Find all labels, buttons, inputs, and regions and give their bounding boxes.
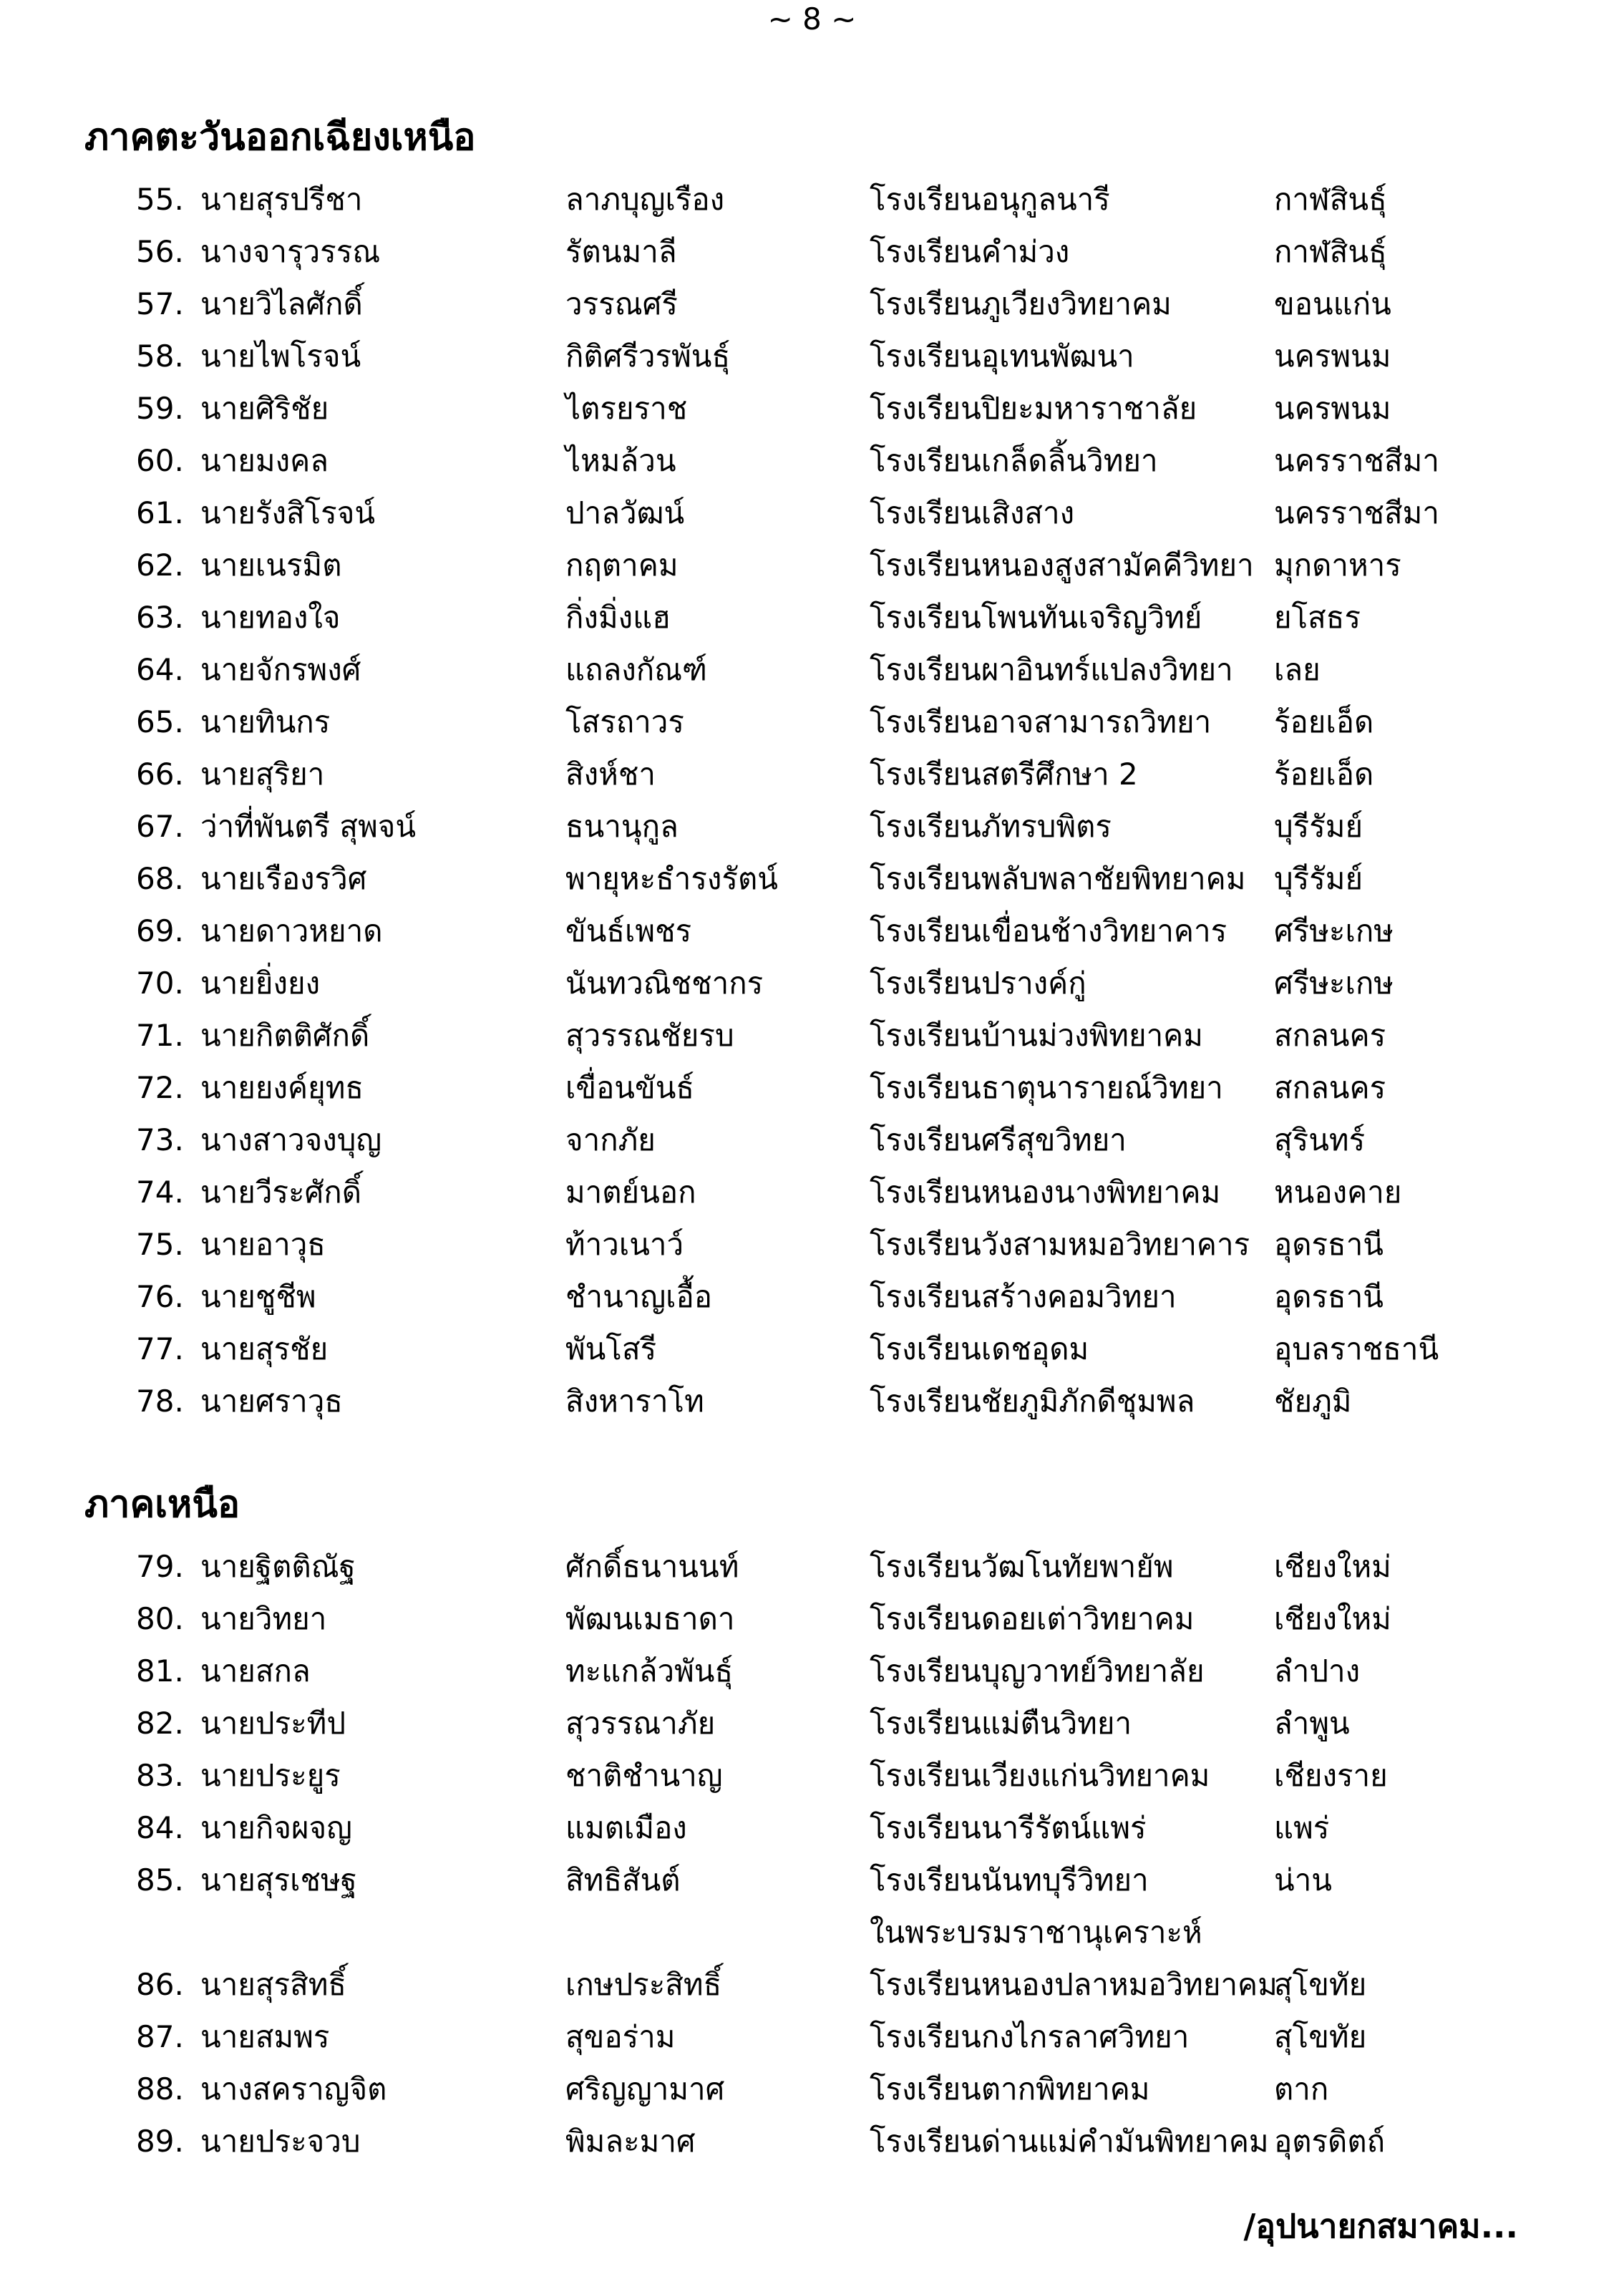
table-row — [136, 382, 1624, 434]
row-number: 84. — [136, 1810, 184, 1845]
school — [870, 539, 1274, 591]
school — [870, 330, 1274, 382]
table-row — [136, 1218, 1624, 1270]
roster-content — [0, 102, 1624, 2167]
first-name: นายสุรชัย — [200, 1331, 329, 1366]
first-name: นายฐิตติณัฐ — [200, 1549, 356, 1584]
table-row — [136, 1854, 1624, 1958]
province: น่าน — [1274, 1862, 1333, 1898]
first-name: นายกิจผจญ — [200, 1810, 352, 1845]
row-number: 89. — [136, 2124, 184, 2159]
province: สกลนคร — [1274, 1070, 1386, 1105]
school-line1: โรงเรียนกงไกรลาศวิทยา — [870, 2019, 1190, 2054]
province: มุกดาหาร — [1274, 548, 1401, 583]
school — [870, 1540, 1274, 1593]
table-row — [136, 1645, 1624, 1697]
surname: สุวรรณชัยรบ — [565, 1018, 734, 1053]
school — [870, 434, 1274, 487]
province: อุบลราชธานี — [1274, 1331, 1439, 1366]
row-number: 61. — [136, 495, 184, 530]
province: กาฬสินธุ์ — [1274, 234, 1387, 269]
row-number: 62. — [136, 548, 184, 583]
school-line1: โรงเรียนนารีรัตน์แพร่ — [870, 1810, 1147, 1845]
province: สุรินทร์ — [1274, 1122, 1366, 1157]
province: เลย — [1274, 652, 1321, 687]
school-line1: โรงเรียนดอยเต่าวิทยาคม — [870, 1601, 1195, 1636]
school — [870, 905, 1274, 957]
school-line1: โรงเรียนโพนทันเจริญวิทย์ — [870, 600, 1202, 635]
surname: วรรณศรี — [565, 286, 678, 321]
school — [870, 1802, 1274, 1854]
row-number: 65. — [136, 704, 184, 739]
first-name: นายทินกร — [200, 704, 331, 739]
surname: รัตนมาลี — [565, 234, 677, 269]
school-line1: โรงเรียนสร้างคอมวิทยา — [870, 1279, 1177, 1314]
table-row — [136, 905, 1624, 957]
school — [870, 1009, 1274, 1061]
row-number: 63. — [136, 600, 184, 635]
row-number: 79. — [136, 1549, 184, 1584]
province: ร้อยเอ็ด — [1274, 704, 1374, 739]
school-line1: โรงเรียนเกล็ดลิ้นวิทยา — [870, 443, 1158, 478]
first-name: นายดาวหยาด — [200, 913, 383, 948]
first-name: นายยงค์ยุทธ — [200, 1070, 364, 1105]
school — [870, 1114, 1274, 1166]
row-number: 86. — [136, 1967, 184, 2002]
first-name: นายสุรเชษฐ — [200, 1862, 357, 1898]
school — [870, 1375, 1274, 1427]
row-number: 71. — [136, 1018, 184, 1053]
row-number: 58. — [136, 339, 184, 374]
table-row — [136, 1802, 1624, 1854]
table-row — [136, 1540, 1624, 1593]
row-number: 85. — [136, 1862, 184, 1898]
first-name: นายศราวุธ — [200, 1384, 343, 1419]
surname: ศริญญามาศ — [565, 2071, 725, 2107]
first-name: นายวิทยา — [200, 1601, 327, 1636]
table-row — [136, 852, 1624, 905]
province: เชียงใหม่ — [1274, 1601, 1391, 1636]
school-line1: โรงเรียนศรีสุขวิทยา — [870, 1122, 1127, 1157]
table-row — [136, 748, 1624, 800]
surname: พิมละมาศ — [565, 2124, 696, 2159]
first-name: นายไพโรจน์ — [200, 339, 361, 374]
surname: แถลงกัณฑ์ — [565, 652, 708, 687]
row-number: 78. — [136, 1384, 184, 1419]
school-line1: โรงเรียนชัยภูมิภักดีชุมพล — [870, 1384, 1195, 1419]
table-row — [136, 2115, 1624, 2167]
table-row — [136, 1958, 1624, 2011]
province: กาฬสินธุ์ — [1274, 182, 1387, 217]
province: นครราชสีมา — [1274, 495, 1439, 530]
school-line1: โรงเรียนบ้านม่วงพิทยาคม — [870, 1018, 1203, 1053]
first-name: นายยิ่งยง — [200, 966, 321, 1001]
table-row — [136, 1323, 1624, 1375]
row-number: 82. — [136, 1706, 184, 1741]
row-number: 64. — [136, 652, 184, 687]
school — [870, 1166, 1274, 1218]
school — [870, 173, 1274, 225]
table-row — [136, 1166, 1624, 1218]
first-name: นายวีระศักดิ์ — [200, 1175, 361, 1210]
table-row — [136, 800, 1624, 852]
province: ลำปาง — [1274, 1653, 1361, 1689]
school-line2: ในพระบรมราชานุเคราะห์ — [870, 1915, 1202, 1950]
school-line1: โรงเรียนผาอินทร์แปลงวิทยา — [870, 652, 1233, 687]
school-line1: โรงเรียนตากพิทยาคม — [870, 2071, 1150, 2107]
table-row — [136, 487, 1624, 539]
surname: กิ่งมิ่งแฮ — [565, 600, 671, 635]
school — [870, 1061, 1274, 1114]
first-name: นายเรืองรวิศ — [200, 861, 367, 896]
surname: กฤตาคม — [565, 548, 679, 583]
first-name: นายสมพร — [200, 2019, 330, 2054]
surname: สิงหาราโท — [565, 1384, 704, 1419]
surname: มาตย์นอก — [565, 1175, 696, 1210]
first-name: นายประจวบ — [200, 2124, 361, 2159]
table-row — [136, 434, 1624, 487]
section-title-1: ภาคตะวันออกเฉียงเหนือ — [84, 116, 476, 159]
first-name: นายศิริชัย — [200, 391, 329, 426]
surname: ปาลวัฒน์ — [565, 495, 685, 530]
row-number: 60. — [136, 443, 184, 478]
school-line1: โรงเรียนสตรีศึกษา 2 — [870, 757, 1138, 792]
roster-rows — [0, 1540, 1624, 2167]
first-name: นายสุริยา — [200, 757, 325, 792]
surname: สุขอร่าม — [565, 2019, 676, 2054]
province: นครพนม — [1274, 391, 1391, 426]
school — [870, 1270, 1274, 1323]
school — [870, 591, 1274, 643]
table-row — [136, 2063, 1624, 2115]
school-line1: โรงเรียนอนุกูลนารี — [870, 182, 1110, 217]
row-number: 77. — [136, 1331, 184, 1366]
province: นครพนม — [1274, 339, 1391, 374]
first-name: ว่าที่พันตรี สุพจน์ — [200, 809, 417, 844]
school-line1: โรงเรียนหนองปลาหมอวิทยาคม — [870, 1967, 1278, 2002]
surname: กิติศรีวรพันธุ์ — [565, 339, 731, 374]
surname: สิงห์ชา — [565, 757, 656, 792]
province: ลำพูน — [1274, 1706, 1350, 1741]
first-name: นายวิไลศักดิ์ — [200, 286, 363, 321]
province: นครราชสีมา — [1274, 443, 1439, 478]
school-line1: โรงเรียนแม่ตืนวิทยา — [870, 1706, 1132, 1741]
province: สุโขทัย — [1274, 2019, 1367, 2054]
table-row — [136, 1061, 1624, 1114]
surname: พายุหะธำรงรัตน์ — [565, 861, 778, 896]
row-number: 88. — [136, 2071, 184, 2107]
surname: พันโสรี — [565, 1331, 657, 1366]
table-row — [136, 225, 1624, 278]
province: ขอนแก่น — [1274, 286, 1391, 321]
table-row — [136, 2011, 1624, 2063]
surname: ธนานุกูล — [565, 809, 679, 844]
school-line1: โรงเรียนวัฒโนทัยพายัพ — [870, 1549, 1174, 1584]
first-name: นายประทีป — [200, 1706, 346, 1741]
school — [870, 1958, 1278, 2011]
surname: แมตเมือง — [565, 1810, 687, 1845]
school — [870, 1645, 1274, 1697]
surname: ไตรยราช — [565, 391, 688, 426]
surname: ท้าวเนาว์ — [565, 1227, 684, 1262]
province: ศรีษะเกษ — [1274, 966, 1394, 1001]
province: บุรีรัมย์ — [1274, 809, 1363, 844]
table-row — [136, 1593, 1624, 1645]
school-line1: โรงเรียนด่านแม่คำมันพิทยาคม — [870, 2124, 1269, 2159]
surname: ชำนาญเอื้อ — [565, 1279, 712, 1314]
school — [870, 2011, 1274, 2063]
school-line1: โรงเรียนอุเทนพัฒนา — [870, 339, 1134, 374]
school — [870, 748, 1274, 800]
school-line1: โรงเรียนภูเวียงวิทยาคม — [870, 286, 1172, 321]
row-number: 80. — [136, 1601, 184, 1636]
first-name: นายจักรพงศ์ — [200, 652, 361, 687]
school — [870, 1854, 1274, 1958]
first-name: นายประยูร — [200, 1758, 341, 1793]
roster-rows — [0, 173, 1624, 1427]
surname: โสรถาวร — [565, 704, 684, 739]
surname: เกษประสิทธิ์ — [565, 1967, 722, 2002]
surname: ขันธ์เพชร — [565, 913, 692, 948]
surname: จากภัย — [565, 1122, 656, 1157]
first-name: นายสุรสิทธิ์ — [200, 1967, 347, 2002]
table-row — [136, 1009, 1624, 1061]
province: ชัยภูมิ — [1274, 1384, 1352, 1419]
row-number: 57. — [136, 286, 184, 321]
table-row — [136, 278, 1624, 330]
school — [870, 643, 1274, 696]
row-number: 72. — [136, 1070, 184, 1105]
school-line1: โรงเรียนปิยะมหาราชาลัย — [870, 391, 1197, 426]
school-line1: โรงเรียนบุญวาทย์วิทยาลัย — [870, 1653, 1205, 1689]
school — [870, 1749, 1274, 1802]
surname: ศักดิ์ธนานนท์ — [565, 1549, 739, 1584]
school-line1: โรงเรียนวังสามหมอวิทยาคาร — [870, 1227, 1250, 1262]
school-line1: โรงเรียนเวียงแก่นวิทยาคม — [870, 1758, 1210, 1793]
table-row — [136, 1270, 1624, 1323]
table-row — [136, 1697, 1624, 1749]
row-number: 56. — [136, 234, 184, 269]
surname: เขื่อนขันธ์ — [565, 1070, 695, 1105]
row-number: 59. — [136, 391, 184, 426]
school — [870, 800, 1274, 852]
school — [870, 852, 1274, 905]
table-row — [136, 1749, 1624, 1802]
province: บุรีรัมย์ — [1274, 861, 1363, 896]
school — [870, 2063, 1274, 2115]
table-row — [136, 957, 1624, 1009]
school-line1: โรงเรียนหนองนางพิทยาคม — [870, 1175, 1221, 1210]
school-line1: โรงเรียนอาจสามารถวิทยา — [870, 704, 1212, 739]
row-number: 74. — [136, 1175, 184, 1210]
first-name: นางจารุวรรณ — [200, 234, 381, 269]
first-name: นายทองใจ — [200, 600, 341, 635]
province: ตาก — [1274, 2071, 1329, 2107]
school — [870, 382, 1274, 434]
row-number: 67. — [136, 809, 184, 844]
surname: ชาติชำนาญ — [565, 1758, 723, 1793]
row-number: 66. — [136, 757, 184, 792]
row-number: 70. — [136, 966, 184, 1001]
province: เชียงราย — [1274, 1758, 1388, 1793]
table-row — [136, 643, 1624, 696]
school — [870, 696, 1274, 748]
first-name: นายอาวุธ — [200, 1227, 326, 1262]
surname: พัฒนเมธาดา — [565, 1601, 735, 1636]
table-row — [136, 173, 1624, 225]
school — [870, 225, 1274, 278]
school — [870, 487, 1274, 539]
table-row — [136, 539, 1624, 591]
province: อุดรธานี — [1274, 1227, 1384, 1262]
province: หนองคาย — [1274, 1175, 1402, 1210]
school-line1: โรงเรียนหนองสูงสามัคคีวิทยา — [870, 548, 1254, 583]
school — [870, 957, 1274, 1009]
table-row — [136, 1114, 1624, 1166]
row-number: 73. — [136, 1122, 184, 1157]
row-number: 87. — [136, 2019, 184, 2054]
page-number: ~ 8 ~ — [767, 1, 857, 37]
footer-note: /อุปนายกสมาคม... — [1243, 2207, 1518, 2245]
school-line1: โรงเรียนธาตุนารายณ์วิทยา — [870, 1070, 1223, 1105]
table-row — [136, 591, 1624, 643]
province: แพร่ — [1274, 1810, 1330, 1845]
first-name: นายสกล — [200, 1653, 311, 1689]
school-line1: โรงเรียนปรางค์กู่ — [870, 966, 1086, 1001]
school — [870, 278, 1274, 330]
school — [870, 1323, 1274, 1375]
table-row — [136, 330, 1624, 382]
surname: ลาภบุญเรือง — [565, 182, 725, 217]
first-name: นายกิตติศักดิ์ — [200, 1018, 370, 1053]
first-name: นายเนรมิต — [200, 548, 342, 583]
province: ร้อยเอ็ด — [1274, 757, 1374, 792]
school — [870, 1697, 1274, 1749]
school-line1: โรงเรียนภัทรบพิตร — [870, 809, 1112, 844]
province: ศรีษะเกษ — [1274, 913, 1394, 948]
row-number: 76. — [136, 1279, 184, 1314]
province: สุโขทัย — [1274, 1967, 1367, 2002]
school — [870, 1218, 1274, 1270]
province: อุตรดิตถ์ — [1274, 2124, 1386, 2159]
row-number: 69. — [136, 913, 184, 948]
province: ยโสธร — [1274, 600, 1361, 635]
row-number: 83. — [136, 1758, 184, 1793]
school — [870, 2115, 1274, 2167]
province: สกลนคร — [1274, 1018, 1386, 1053]
section-title-2: ภาคเหนือ — [84, 1483, 240, 1526]
school-line1: โรงเรียนพลับพลาชัยพิทยาคม — [870, 861, 1246, 896]
school-line1: โรงเรียนนันทบุรีวิทยา — [870, 1862, 1149, 1898]
school-line1: โรงเรียนเดชอุดม — [870, 1331, 1089, 1366]
surname: ไหมล้วน — [565, 443, 676, 478]
row-number: 81. — [136, 1653, 184, 1689]
school-line1: โรงเรียนเสิงสาง — [870, 495, 1075, 530]
surname: สิทธิสันต์ — [565, 1862, 681, 1898]
table-row — [136, 696, 1624, 748]
row-number: 55. — [136, 182, 184, 217]
province: อุดรธานี — [1274, 1279, 1384, 1314]
school — [870, 1593, 1274, 1645]
first-name: นายสุรปรีชา — [200, 182, 363, 217]
row-number: 75. — [136, 1227, 184, 1262]
first-name: นายมงคล — [200, 443, 329, 478]
province: เชียงใหม่ — [1274, 1549, 1391, 1584]
school-line1: โรงเรียนคำม่วง — [870, 234, 1070, 269]
first-name: นางสาวจงบุญ — [200, 1122, 382, 1157]
school-line1: โรงเรียนเขื่อนช้างวิทยาคาร — [870, 913, 1227, 948]
surname: ทะแกล้วพันธุ์ — [565, 1653, 734, 1689]
first-name: นายชูชีพ — [200, 1279, 316, 1314]
first-name: นางสคราญจิต — [200, 2071, 387, 2107]
first-name: นายรังสิโรจน์ — [200, 495, 376, 530]
surname: สุวรรณาภัย — [565, 1706, 716, 1741]
row-number: 68. — [136, 861, 184, 896]
table-row — [136, 1375, 1624, 1427]
surname: นันทวณิชชากร — [565, 966, 764, 1001]
